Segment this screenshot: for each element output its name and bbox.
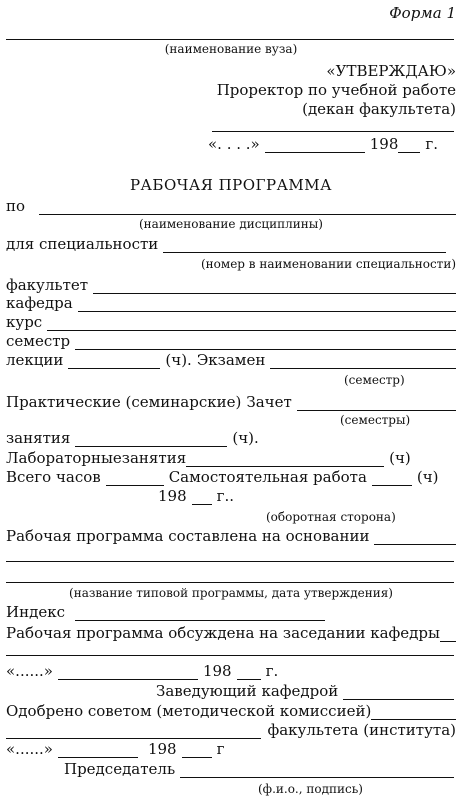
- typical-caption: (название типовой программы, дата утверждения): [69, 586, 393, 600]
- basis-row: [6, 527, 456, 545]
- credit-label: Зачет: [246, 393, 292, 411]
- approve-year: 198: [369, 135, 399, 153]
- department-row: [6, 294, 456, 312]
- chairman-label: Председатель: [64, 760, 176, 778]
- chairman-signature-line[interactable]: [180, 763, 454, 778]
- head-label: Заведующий кафедрой: [156, 682, 339, 700]
- lab-row: [6, 449, 456, 467]
- head-signature-line[interactable]: [343, 685, 454, 700]
- classes-row: [6, 429, 456, 447]
- exam-line[interactable]: [270, 354, 456, 369]
- basis-line-3: [6, 582, 454, 583]
- department-line[interactable]: [78, 297, 456, 312]
- department-label: кафедра: [6, 294, 73, 312]
- semester-label: семестр: [6, 332, 71, 350]
- lectures-hours-line[interactable]: [68, 354, 160, 369]
- date1-suffix: г.: [265, 662, 279, 680]
- credit-line[interactable]: [297, 396, 456, 411]
- specialty-line[interactable]: [163, 238, 446, 253]
- classes-hours-line[interactable]: [75, 432, 227, 447]
- discipline-row: [6, 197, 456, 215]
- faculty-inst-label: факультета (института): [267, 721, 456, 739]
- discussed-label: Рабочая программа обсуждена на заседании кафедры: [6, 624, 440, 642]
- date1-year-line[interactable]: [237, 665, 261, 680]
- lab-label: Лабораторныезанятия: [6, 449, 187, 467]
- approve-date-prefix: «. . . .»: [208, 135, 260, 153]
- specialty-prefix: для специальности: [6, 235, 159, 253]
- approve-date-line[interactable]: [265, 138, 365, 153]
- approve-year-suffix: г.: [425, 135, 439, 153]
- total-label: Всего часов: [6, 468, 101, 486]
- form-label: Форма 1: [389, 4, 456, 22]
- total-hours-line[interactable]: [106, 471, 164, 486]
- course-line[interactable]: [47, 316, 456, 331]
- total-unit: (ч): [416, 468, 439, 486]
- reverse-caption: (оборотная сторона): [266, 510, 396, 524]
- approve-line1: Проректор по учебной работе: [216, 81, 456, 99]
- faculty-inst-line[interactable]: [6, 724, 261, 739]
- date1-row: [6, 662, 456, 680]
- signature-caption: (ф.и.о., подпись): [258, 782, 363, 796]
- lectures-unit: (ч).: [165, 351, 192, 369]
- specialty-row: [6, 235, 456, 253]
- semester-row: [6, 332, 456, 350]
- total-year-suffix: г..: [216, 487, 235, 505]
- total-year: 198: [158, 487, 187, 505]
- index-line[interactable]: [75, 606, 325, 621]
- total-row: [6, 468, 456, 486]
- faculty-inst-row: [6, 721, 456, 739]
- date1-line[interactable]: [58, 665, 198, 680]
- course-label: курс: [6, 313, 43, 331]
- total-year-line[interactable]: [192, 490, 212, 505]
- program-title: РАБОЧАЯ ПРОГРАММА: [129, 176, 333, 194]
- classes-unit: (ч).: [232, 429, 259, 447]
- chairman-row: [64, 760, 454, 778]
- approve-date-row: [208, 135, 454, 153]
- university-line: [6, 39, 454, 40]
- date1-prefix: «......»: [6, 662, 53, 680]
- exam-label: Экзамен: [196, 351, 266, 369]
- faculty-row: [6, 276, 456, 294]
- date1-year: 198: [202, 662, 232, 680]
- basis-line[interactable]: [374, 530, 456, 545]
- discussed-line-2: [6, 655, 454, 656]
- discipline-line[interactable]: [39, 200, 456, 215]
- discipline-caption: (наименование дисциплины): [139, 217, 323, 231]
- date2-prefix: «......»: [6, 740, 53, 758]
- university-caption: (наименование вуза): [164, 42, 298, 56]
- practical-row: [6, 393, 456, 411]
- approve-title: «УТВЕРЖДАЮ»: [326, 62, 456, 80]
- self-work-label: Самостоятельная работа: [168, 468, 367, 486]
- lectures-row: [6, 351, 456, 369]
- credit-caption: (семестры): [340, 413, 411, 427]
- date2-suffix: г: [216, 740, 225, 758]
- discussed-row: [6, 624, 456, 642]
- classes-label: занятия: [6, 429, 71, 447]
- specialty-caption: (номер в наименовании специальности): [200, 257, 456, 271]
- approve-line2: (декан факультета): [302, 100, 456, 118]
- date2-line[interactable]: [58, 743, 138, 758]
- total-date-row: [158, 487, 298, 505]
- practical-label: Практические (семинарские): [6, 393, 242, 411]
- faculty-line[interactable]: [93, 279, 456, 294]
- lectures-label: лекции: [6, 351, 64, 369]
- date2-row: [6, 740, 456, 758]
- head-row: [156, 682, 454, 700]
- council-row: [6, 702, 456, 720]
- index-label: Индекс: [6, 603, 65, 621]
- exam-caption: (семестр): [344, 373, 405, 387]
- approve-year-line[interactable]: [398, 138, 420, 153]
- discussed-line[interactable]: [440, 627, 456, 642]
- course-row: [6, 313, 456, 331]
- lab-hours-line[interactable]: [186, 452, 384, 467]
- semester-line[interactable]: [75, 335, 456, 350]
- basis-label: Рабочая программа составлена на основании: [6, 527, 370, 545]
- council-line[interactable]: [371, 705, 456, 720]
- basis-line-2: [6, 561, 454, 562]
- faculty-label: факультет: [6, 276, 89, 294]
- approve-signature-line: [212, 131, 454, 132]
- self-work-line[interactable]: [372, 471, 412, 486]
- lab-unit: (ч): [389, 449, 411, 467]
- date2-year: 198: [147, 740, 177, 758]
- council-label: Одобрено советом (методической комиссией): [6, 702, 372, 720]
- discipline-prefix: по: [6, 197, 26, 215]
- date2-year-line[interactable]: [182, 743, 212, 758]
- index-row: [6, 603, 456, 621]
